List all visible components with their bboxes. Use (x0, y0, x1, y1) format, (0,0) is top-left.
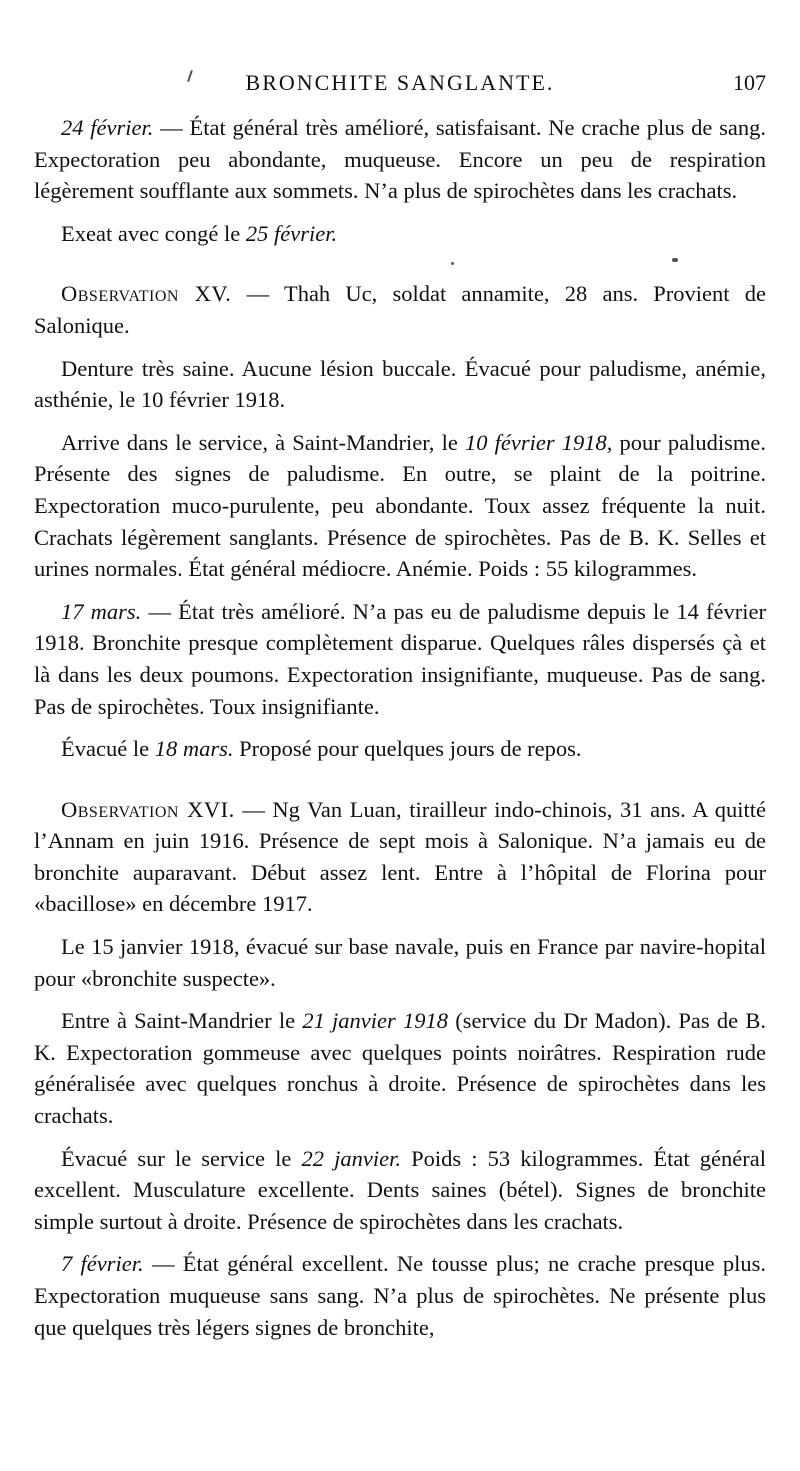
paragraph-text: — État général très amélioré, satisfaisant. Ne crache plus de sang. Expectoration peu abondante, muqueuse. Encore un peu de respiration légèrement soufflante aux sommets. N’a plus de spirochètes dans les crachats. (34, 115, 767, 204)
observation-label: Observation XVI. (61, 796, 235, 822)
paragraph-text: Entre à Saint-Mandrier le (61, 1008, 303, 1034)
date: 25 février. (245, 220, 338, 246)
running-head (34, 68, 766, 98)
paragraph-text: — État très amélioré. N’a pas eu de paludisme depuis le 14 février 1918. Bronchite presque complètement disparue. Quelques râles dispersés çà et là dans les deux poumons. Expectoration insignifiante, muqueuse. Pas de sang. Pas de spirochètes. Toux insignifiante. (34, 598, 766, 719)
running-title: BRONCHITE SANGLANTE. (245, 70, 555, 95)
paragraph-24-fevrier (34, 112, 766, 207)
observation-xvi-heading (34, 794, 766, 920)
paragraph-arrive (34, 427, 766, 585)
paragraph-evacue-22-janvier (34, 1143, 766, 1238)
paragraph-text: Denture très saine. Aucune lésion buccale. Évacué pour paludisme, anémie, asthénie, le 10 février 1918. (34, 355, 766, 413)
date: 7 février. (61, 1251, 144, 1277)
scan-speck (672, 258, 678, 262)
observation-label: Observation XV. (61, 281, 232, 307)
paragraph-15-janvier (34, 931, 766, 994)
paragraph-text: pour paludisme. Présente des signes de paludisme. En outre, se plaint de la poitrine. Expectoration muco-purulente, peu abondante. Toux assez fréquente la nuit. Crachats légèrement sanglants. Présence de spirochètes. Pas de B. K. Selles et urines normales. État général médiocre. Anémie. Poids : 55 kilogrammes. (34, 429, 766, 582)
paragraph-text: Proposé pour quelques jours de repos. (233, 736, 582, 762)
paragraph-denture (34, 353, 766, 416)
observation-xv-heading (34, 278, 766, 341)
paragraph-7-fevrier (34, 1248, 766, 1343)
date: 18 mars. (154, 736, 234, 762)
paragraph-text: Poids : 53 kilogrammes. État général excellent. Musculature excellente. Dents saines (bétel). Signes de bronchite simple surtout à droite. Présence de spirochètes dans les crachats. (34, 1145, 766, 1234)
paragraph-text: Évacué le (61, 736, 155, 762)
page-number: 107 (733, 70, 766, 95)
body-text (34, 112, 766, 1343)
date: 24 février. (61, 115, 154, 140)
paragraph-text: Le 15 janvier 1918, évacué sur base navale, puis en France par navire-hopital pour «bronchite suspecte». (34, 934, 766, 991)
paragraph-text: Évacué sur le service le (61, 1145, 302, 1171)
date: 10 février 1918, (464, 429, 613, 455)
paragraph-text: Arrive dans le service, à Saint-Mandrier, le (61, 429, 465, 455)
paragraph-entre (34, 1005, 766, 1131)
date: 21 janvier 1918 (302, 1008, 448, 1034)
scan-speck (451, 262, 454, 265)
paragraph-text: Exeat avec congé le (61, 220, 246, 246)
paragraph-evacue-18-mars (34, 733, 766, 765)
paragraph-text: — Thah Uc, soldat annamite, 28 ans. Provient de Salonique. (34, 281, 766, 338)
date: 22 janvier. (301, 1145, 401, 1171)
date: 17 mars. (61, 598, 142, 624)
paragraph-text: (service du Dr Madon). Pas de B. K. Expectoration gommeuse avec quelques points noirâtres. Respiration rude généralisée avec quelques ronchus à droite. Présence de spirochètes dans les crachats. (34, 1008, 766, 1129)
paragraph-text: — Ng Van Luan, tirailleur indo-chinois, 31 ans. A quitté l’Annam en juin 1916. Présence de sept mois à Salonique. N’a jamais eu de bronchite auparavant. Début assez lent. Entre à l’hôpital de Florina pour «bacillose» en décembre 1917. (34, 796, 766, 917)
paragraph-text: — État général excellent. Ne tousse plus; ne crache presque plus. Expectoration muqueuse sans sang. N’a plus de spirochètes. Ne présente plus que quelques très légers signes de bronchite, (34, 1251, 766, 1340)
paragraph-exeat (34, 218, 766, 250)
paragraph-17-mars (34, 596, 766, 722)
